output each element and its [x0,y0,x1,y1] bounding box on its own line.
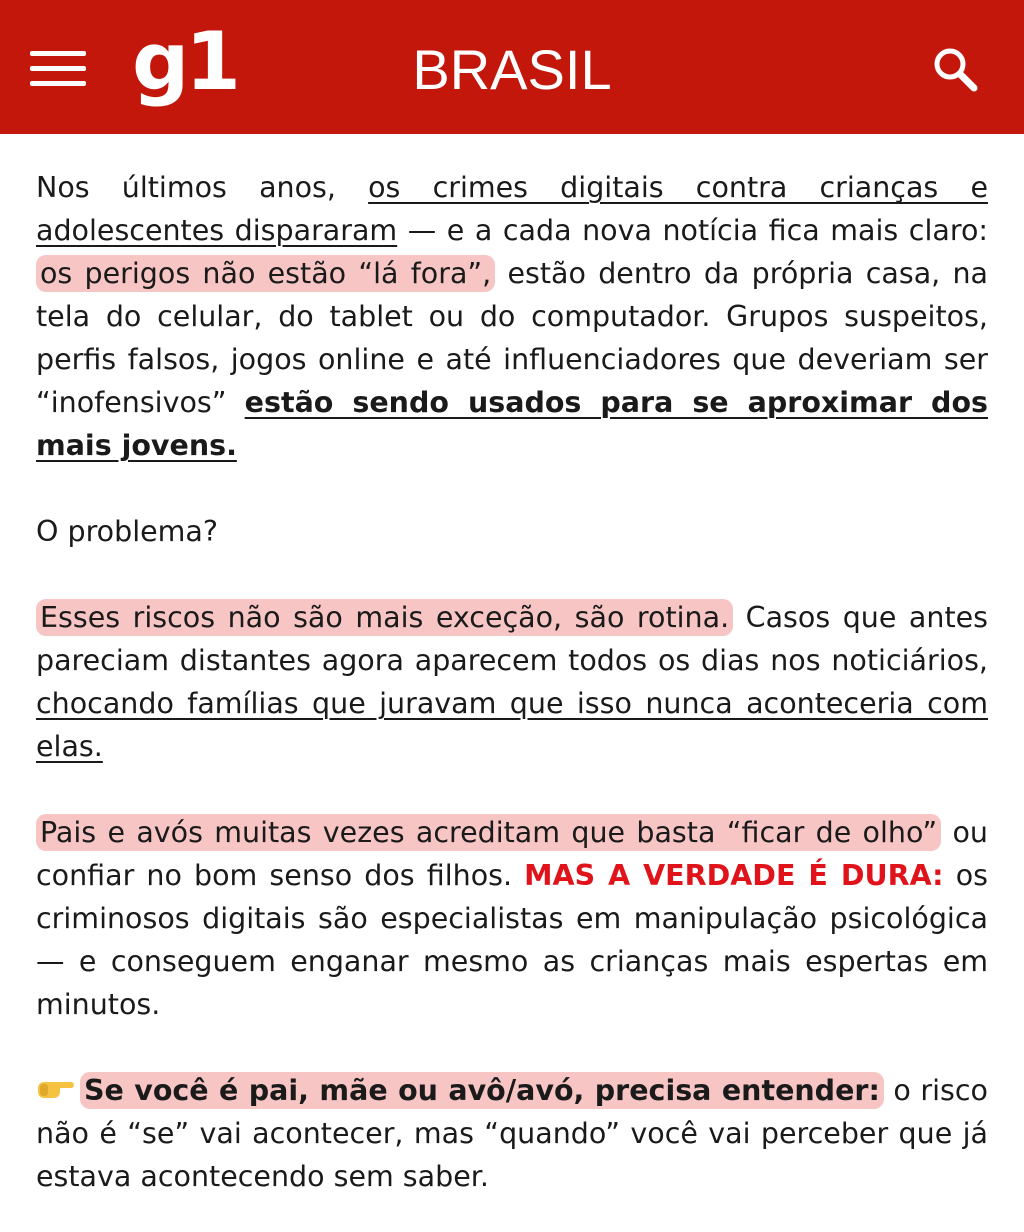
paragraph-5 [36,1069,988,1198]
article-body [36,166,988,1198]
bold-underlined-text: estão sendo usados para se aproximar dos mais jovens. [36,386,988,462]
text: Casos que antes pareciam distantes agora aparecem todos os dias nos noticiários, [36,601,989,677]
pointing-hand-icon [36,1073,76,1103]
search-icon[interactable] [930,44,984,94]
top-bar [0,0,1024,134]
paragraph-1 [36,166,988,467]
paragraph-2 [36,510,988,553]
text: ou confiar no bom senso dos filhos. [36,816,988,892]
highlighted-text: os perigos não estão “lá fora”, [36,255,495,292]
section-title: BRASIL [412,38,612,101]
text: — e a cada nova notícia fica mais claro: [397,214,988,247]
text: O problema? [36,515,219,548]
paragraph-4 [36,811,988,1026]
text: Nos últimos anos, [36,171,369,204]
text: o risco não é “se” vai acontecer, mas “quando” você vai perceber que já estava acontecendo sem saber. [36,1074,988,1193]
red-emphasis-text: MAS A VERDADE É DURA: [524,859,944,892]
highlighted-text: Esses riscos não são mais exceção, são rotina. [36,599,733,636]
highlighted-text: Pais e avós muitas vezes acreditam que basta “ficar de olho” [36,814,941,851]
highlighted-bold-text: Se você é pai, mãe ou avô/avó, precisa entender: [80,1072,884,1109]
paragraph-3 [36,596,988,768]
underlined-text: chocando famílias que juravam que isso nunca aconteceria com elas. [36,687,988,763]
text: estão dentro da própria casa, na tela do celular, do tablet ou do computador. Grupos suspeitos, perfis falsos, jogos online e até influenciadores que deveriam ser “inofensivos” [36,257,988,419]
g1-logo[interactable]: g1 [132,15,237,108]
text: os criminosos digitais são especialistas em manipulação psicológica — e conseguem enganar mesmo as crianças mais espertas em minutos. [36,859,988,1021]
underlined-text: os crimes digitais contra crianças e adolescentes dispararam [36,171,988,247]
